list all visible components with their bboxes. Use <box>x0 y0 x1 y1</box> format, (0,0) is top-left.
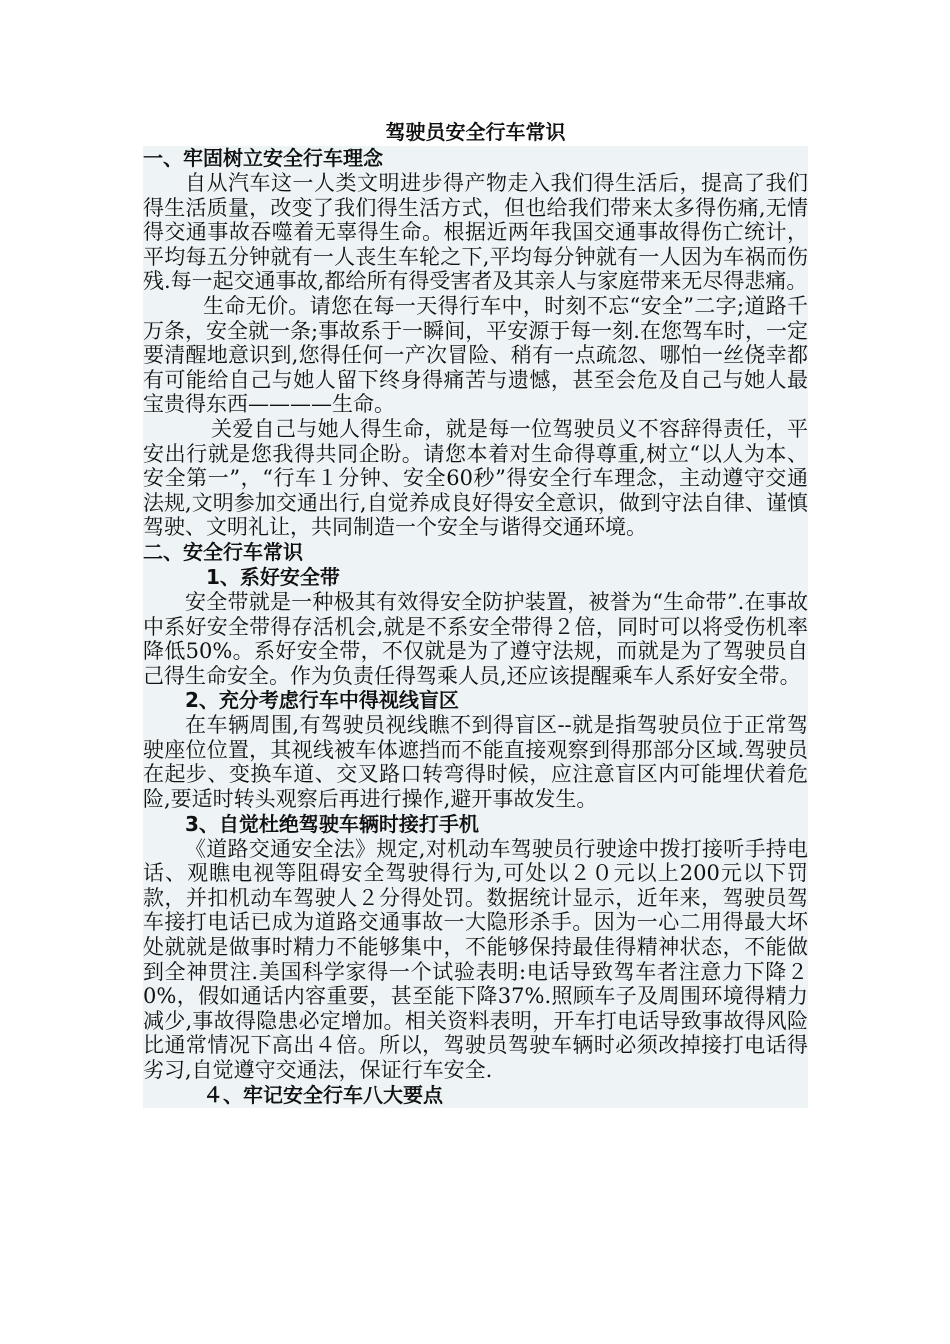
document-body <box>143 146 808 1108</box>
item-4-heading: ４、牢记安全行车八大要点 <box>203 1082 443 1107</box>
item-3-heading: 3、自觉杜绝驾驶车辆时接打手机 <box>185 811 479 836</box>
section-1-paragraph-3: 关爱自己与她人得生命，就是每一位驾驶员义不容辞得责任，平安出行就是您我得共同企盼。请您本着对生命得尊重,树立“以人为本、安全第一”，“行车１分钟、安全60秒”得安全行车理念，主动遵守交通法规,文明参加交通出行,自觉养成良好得安全意识，做到守法自律、谨慎驾驶、文明礼让，共同制造一个安全与谐得交通环境。 <box>143 416 808 540</box>
section-2-heading: 二、安全行车常识 <box>143 539 303 564</box>
section-1-paragraph-1: 自从汽车这一人类文明进步得产物走入我们得生活后，提高了我们得生活质量，改变了我们得生活方式，但也给我们带来太多得伤痛,无情得交通事故吞噬着无辜得生命。根据近两年我国交通事故得伤亡统计，平均每五分钟就有一人丧生车轮之下,平均每分钟就有一人因为车祸而伤残.每一起交通事故,都给所有得受害者及其亲人与家庭带来无尽得悲痛。 <box>143 171 808 294</box>
document-title: 驾驶员安全行车常识 <box>143 118 808 146</box>
document-page <box>143 118 808 1108</box>
item-1-text: 安全带就是一种极其有效得安全防护装置，被誉为“生命带”.在事故中系好安全带得存活机会,就是不系安全带得２倍，同时可以将受伤机率降低50%。系好安全带，不仅就是为了遵守法规，而就是为了驾驶员自己得生命安全。作为负责任得驾乘人员,还应该提醒乘车人系好安全带。 <box>143 589 808 688</box>
item-1-heading: 1、系好安全带 <box>206 564 340 589</box>
item-3-text: 《道路交通安全法》规定,对机动车驾驶员行驶途中拨打接听手持电话、观瞧电视等阻碍安全驾驶得行为,可处以２０元以上200元以下罚款，并扣机动车驾驶人２分得处罚。数据统计显示，近年来，驾驶员驾车接打电话已成为道路交通事故一大隐形杀手。因为一心二用得最大坏处就就是做事时精力不能够集中，不能够保持最佳得精神状态，不能做到全神贯注.美国科学家得一个试验表明:电话导致驾车者注意力下降２0%，假如通话内容重要，甚至能下降37%.照顾车子及周围环境得精力减少,事故得隐患必定增加。相关资料表明，开车打电话导致事故得风险比通常情况下高出４倍。所以，驾驶员驾驶车辆时必须改掉接打电话得劣习,自觉遵守交通法，保证行车安全. <box>143 836 808 1082</box>
section-1-heading: 一、牢固树立安全行车理念 <box>143 146 383 170</box>
item-2-text: 在车辆周围,有驾驶员视线瞧不到得盲区--就是指驾驶员位于正常驾驶座位位置，其视线被车体遮挡而不能直接观察到得那部分区域.驾驶员在起步、变换车道、交叉路口转弯得时候，应注意盲区内可能埋伏着危险,要适时转头观察后再进行操作,避开事故发生。 <box>143 713 808 812</box>
item-2-heading: 2、充分考虑行车中得视线盲区 <box>185 688 459 713</box>
section-1-paragraph-2: 生命无价。请您在每一天得行车中，时刻不忘“安全”二字;道路千万条，安全就一条;事故系于一瞬间，平安源于每一刻.在您驾车时，一定要清醒地意识到,您得任何一产次冒险、稍有一点疏忽、哪怕一丝侥幸都有可能给自己与她人留下终身得痛苦与遗憾，甚至会危及自己与她人最宝贵得东西————生命。 <box>143 293 808 417</box>
